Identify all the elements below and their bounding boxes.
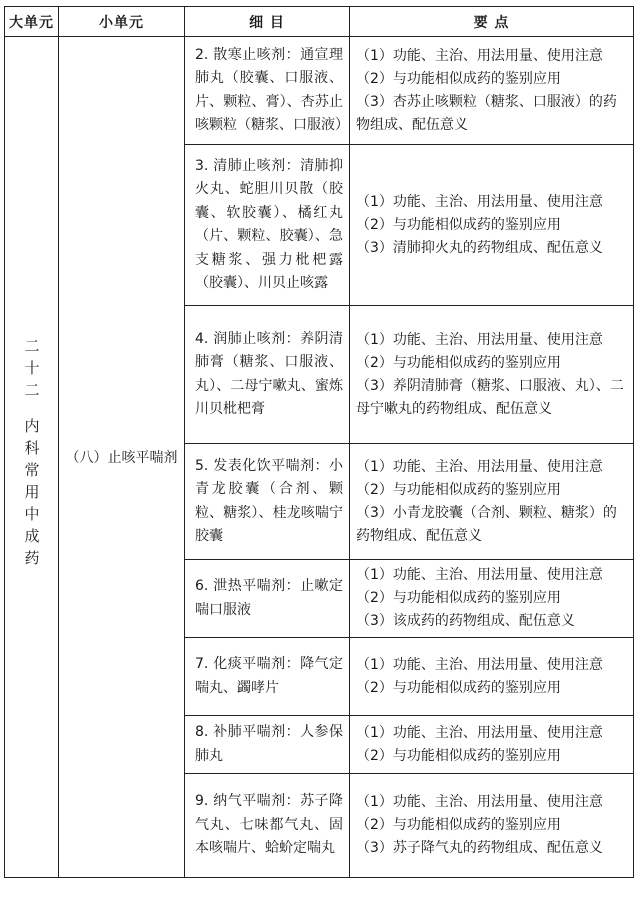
point-item: （2）与功能相似成药的鉴别应用 bbox=[356, 70, 561, 87]
syllabus-table-wrapper bbox=[4, 6, 634, 878]
point-item: （2）与功能相似成药的鉴别应用 bbox=[356, 590, 561, 606]
detail-cell: 4. 润肺止咳剂：养阴清肺膏（糖浆、口服液、丸）、二母宁嗽丸、蜜炼川贝枇杷膏 bbox=[185, 306, 350, 444]
points-cell bbox=[350, 716, 634, 774]
header-details: 细 目 bbox=[185, 7, 350, 37]
header-minor-unit: 小单元 bbox=[59, 7, 185, 37]
minor-unit-cell: （八）止咳平喘剂 bbox=[59, 37, 185, 878]
point-item: （1）功能、主治、用法用量、使用注意 bbox=[356, 724, 603, 741]
header-key-points: 要 点 bbox=[350, 7, 634, 37]
point-item: （3）小青龙胶囊（合剂、颗粒、糖浆）的药物组成、配伍意义 bbox=[356, 504, 617, 544]
syllabus-table bbox=[4, 6, 634, 878]
point-item: （1）功能、主治、用法用量、使用注意 bbox=[356, 567, 603, 583]
point-item: （2）与功能相似成药的鉴别应用 bbox=[356, 747, 561, 764]
detail-cell: 5. 发表化饮平喘剂：小青龙胶囊（合剂、颗粒、糖浆）、桂龙咳喘宁胶囊 bbox=[185, 444, 350, 560]
point-item: （2）与功能相似成药的鉴别应用 bbox=[356, 679, 561, 696]
table-row bbox=[5, 37, 634, 145]
points-cell bbox=[350, 444, 634, 560]
detail-cell: 9. 纳气平喘剂：苏子降气丸、七味都气丸、固本咳喘片、蛤蚧定喘丸 bbox=[185, 774, 350, 878]
points-cell bbox=[350, 306, 634, 444]
points-cell bbox=[350, 638, 634, 716]
point-item: （2）与功能相似成药的鉴别应用 bbox=[356, 354, 561, 371]
points-cell bbox=[350, 774, 634, 878]
point-item: （3）该成药的药物组成、配伍意义 bbox=[356, 613, 575, 629]
detail-cell: 2. 散寒止咳剂：通宣理肺丸（胶囊、口服液、片、颗粒、膏）、杏苏止咳颗粒（糖浆、口服液） bbox=[185, 37, 350, 145]
point-item: （1）功能、主治、用法用量、使用注意 bbox=[356, 331, 603, 348]
header-major-unit: 大单元 bbox=[5, 7, 59, 37]
point-item: （1）功能、主治、用法用量、使用注意 bbox=[356, 193, 603, 210]
point-item: （1）功能、主治、用法用量、使用注意 bbox=[356, 656, 603, 673]
point-item: （3）养阴清肺膏（糖浆、口服液、丸）、二母宁嗽丸的药物组成、配伍意义 bbox=[356, 377, 624, 417]
detail-cell: 8. 补肺平喘剂：人参保肺丸 bbox=[185, 716, 350, 774]
major-unit-number: 二十二 bbox=[22, 338, 41, 404]
point-item: （1）功能、主治、用法用量、使用注意 bbox=[356, 47, 603, 64]
point-item: （2）与功能相似成药的鉴别应用 bbox=[356, 481, 561, 498]
points-cell bbox=[350, 145, 634, 306]
point-item: （3）苏子降气丸的药物组成、配伍意义 bbox=[356, 840, 603, 856]
points-cell bbox=[350, 37, 634, 145]
detail-cell: 3. 清肺止咳剂：清肺抑火丸、蛇胆川贝散（胶囊、软胶囊）、橘红丸（片、颗粒、胶囊）、急支糖浆、强力枇杷露（胶囊）、川贝止咳露 bbox=[185, 145, 350, 306]
point-item: （3）杏苏止咳颗粒（糖浆、口服液）的药物组成、配伍意义 bbox=[356, 93, 617, 133]
point-item: （3）清肺抑火丸的药物组成、配伍意义 bbox=[356, 239, 603, 256]
point-item: （1）功能、主治、用法用量、使用注意 bbox=[356, 794, 603, 810]
point-item: （2）与功能相似成药的鉴别应用 bbox=[356, 216, 561, 233]
points-cell bbox=[350, 560, 634, 638]
point-item: （1）功能、主治、用法用量、使用注意 bbox=[356, 458, 603, 475]
detail-cell: 6. 泄热平喘剂：止嗽定喘口服液 bbox=[185, 560, 350, 638]
detail-cell: 7. 化痰平喘剂：降气定喘丸、蠲哮片 bbox=[185, 638, 350, 716]
major-unit-name: 内科常用中成药 bbox=[22, 418, 41, 572]
point-item: （2）与功能相似成药的鉴别应用 bbox=[356, 817, 561, 833]
header-row bbox=[5, 7, 634, 37]
major-unit-cell bbox=[5, 37, 59, 878]
